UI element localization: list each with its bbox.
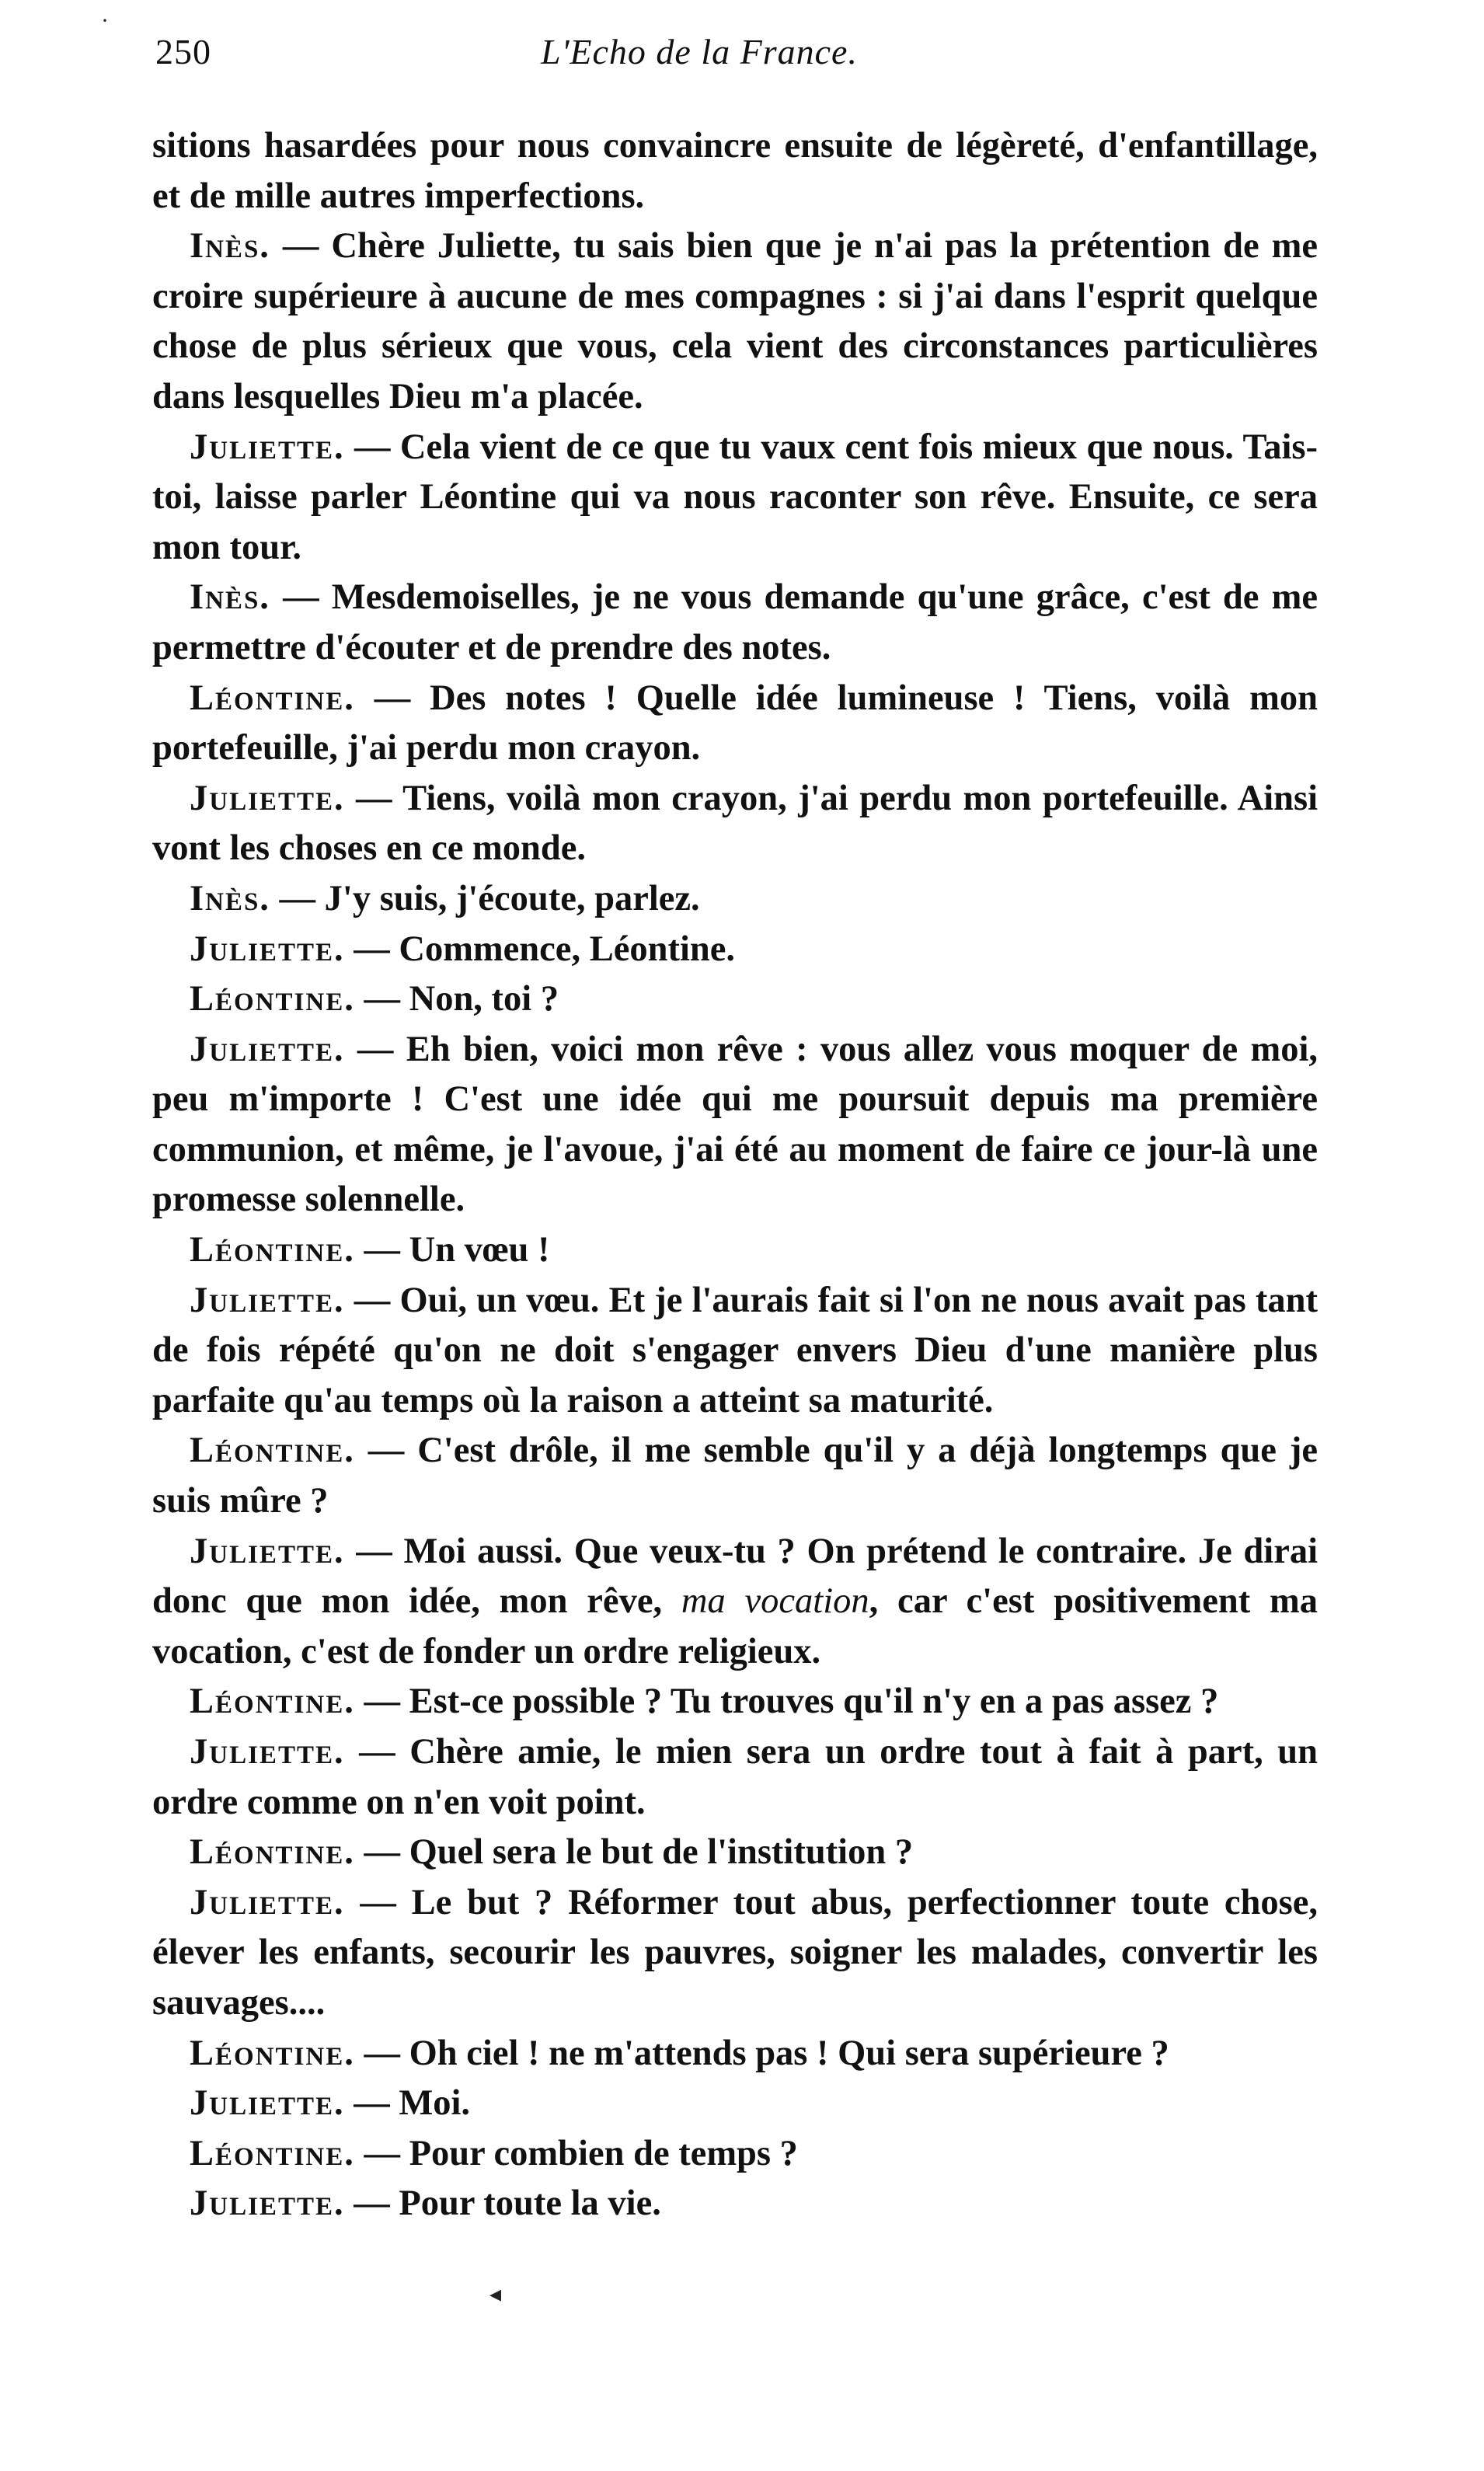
speaker-name: Léontine. bbox=[190, 1832, 355, 1873]
dialogue-text-continued: , car c'est positivement ma vocation, c'est de fonder un ordre religieux. bbox=[152, 1581, 1319, 1671]
dialogue-text: — Tiens, voilà mon crayon, j'ai perdu mon portefeuille. Ainsi vont les choses en ce monde. bbox=[152, 778, 1318, 869]
dialogue-text: — Eh bien, voici mon rêve : vous allez vous moquer de moi, peu m'importe ! C'est une idée qui me poursuit depuis ma première communion, et même, je l'avoue, j'ai été au moment de faire ce jour-là une promesse solennelle. bbox=[152, 1029, 1318, 1220]
speaker-name: Juliette. bbox=[190, 1531, 345, 1571]
dialogue-text: — Pour toute la vie. bbox=[344, 2183, 661, 2224]
stray-ink-mark: ◂ bbox=[489, 2281, 502, 2307]
speaker-name: Léontine. bbox=[190, 979, 355, 1019]
speaker-name: Léontine. bbox=[190, 1682, 355, 1722]
dialogue-text: — Des notes ! Quelle idée lumineuse ! Tiens, voilà mon portefeuille, j'ai perdu mon crayon. bbox=[152, 678, 1318, 768]
dialogue-text: — Oh ciel ! ne m'attends pas ! Qui sera supérieure ? bbox=[354, 2033, 1169, 2073]
dialogue-text: — Moi. bbox=[344, 2083, 471, 2124]
dialogue-line bbox=[152, 2029, 1318, 2079]
dialogue-text: — Est-ce possible ? Tu trouves qu'il n'y en a pas assez ? bbox=[354, 1682, 1219, 1722]
dialogue-line bbox=[152, 1527, 1318, 1678]
speaker-name: Léontine. bbox=[190, 2033, 355, 2073]
stray-ink-mark: · bbox=[101, 8, 109, 33]
paragraph bbox=[152, 121, 1318, 221]
speaker-name: Juliette. bbox=[190, 778, 345, 818]
dialogue-line bbox=[152, 1677, 1318, 1727]
speaker-name: Inès. bbox=[190, 878, 270, 918]
speaker-name: Inès. bbox=[190, 226, 270, 267]
speaker-name: Juliette. bbox=[190, 1280, 345, 1320]
dialogue-text: — Quel sera le but de l'institution ? bbox=[354, 1832, 914, 1873]
dialogue-line bbox=[152, 2129, 1318, 2180]
page-number: 250 bbox=[155, 32, 211, 71]
dialogue-text: — Un vœu ! bbox=[354, 1230, 550, 1270]
speaker-name: Inès. bbox=[190, 577, 270, 618]
dialogue-text: — Mesdemoiselles, je ne vous demande qu'une grâce, c'est de me permettre d'écouter et de prendre des notes. bbox=[152, 577, 1318, 667]
dialogue-line bbox=[152, 1225, 1318, 1276]
speaker-name: Juliette. bbox=[190, 2083, 345, 2124]
page-header bbox=[152, 31, 1318, 85]
dialogue-line bbox=[152, 1878, 1318, 2029]
dialogue-line bbox=[152, 774, 1318, 874]
speaker-name: Léontine. bbox=[190, 1431, 355, 1471]
speaker-name: Juliette. bbox=[190, 1882, 345, 1922]
dialogue-line bbox=[152, 221, 1318, 422]
speaker-name: Léontine. bbox=[190, 2133, 355, 2173]
speaker-name: Léontine. bbox=[190, 678, 355, 718]
speaker-name: Juliette. bbox=[190, 1029, 345, 1069]
dialogue-line bbox=[152, 925, 1318, 975]
dialogue-text: — Chère amie, le mien sera un ordre tout à fait à part, un ordre comme on n'en voit point. bbox=[152, 1732, 1318, 1822]
dialogue-text: — J'y suis, j'écoute, parlez. bbox=[270, 878, 700, 918]
dialogue-text: — Le but ? Réformer tout abus, perfectionner toute chose, élever les enfants, secourir les pauvres, soigner les malades, convertir les sauvages.... bbox=[152, 1882, 1318, 2023]
dialogue-line bbox=[152, 1828, 1318, 1878]
dialogue-line bbox=[152, 2179, 1318, 2229]
speaker-name: Juliette. bbox=[190, 2183, 345, 2224]
speaker-name: Juliette. bbox=[190, 929, 345, 969]
dialogue-text: — Pour combien de temps ? bbox=[354, 2133, 798, 2173]
dialogue-line bbox=[152, 874, 1318, 925]
dialogue-text: — C'est drôle, il me semble qu'il y a déjà longtemps que je suis mûre ? bbox=[152, 1431, 1318, 1521]
italic-phrase: ma vocation bbox=[681, 1581, 869, 1622]
speaker-name: Juliette. bbox=[190, 1732, 345, 1772]
dialogue-line bbox=[152, 1276, 1318, 1427]
dialogue-text: — Chère Juliette, tu sais bien que je n'ai pas la prétention de me croire supérieure à aucune de mes compagnes : si j'ai dans l'esprit quelque chose de plus sérieux que vous, cela vient des circonstances particulières dans lesquelles Dieu m'a placée. bbox=[152, 226, 1318, 416]
dialogue-text: — Cela vient de ce que tu vaux cent fois mieux que nous. Tais-toi, laisse parler Léontine qui va nous raconter son rêve. Ensuite, ce sera mon tour. bbox=[152, 427, 1318, 567]
speaker-name: Léontine. bbox=[190, 1230, 355, 1270]
dialogue-text: — Commence, Léontine. bbox=[344, 929, 735, 969]
dialogue-text: — Oui, un vœu. Et je l'aurais fait si l'on ne nous avait pas tant de fois répété qu'on ne doit s'engager envers Dieu d'une manière plus parfaite qu'au temps où la raison a atteint sa maturité. bbox=[152, 1280, 1318, 1420]
dialogue-line bbox=[152, 1426, 1318, 1526]
dialogue-line bbox=[152, 974, 1318, 1025]
paragraph-text: sitions hasardées pour nous convaincre ensuite de légèreté, d'enfantillage, et de mille autres imperfections. bbox=[152, 126, 1318, 216]
body-text bbox=[152, 121, 1318, 2229]
dialogue-line bbox=[152, 2079, 1318, 2129]
speaker-name: Juliette. bbox=[190, 427, 345, 467]
dialogue-line bbox=[152, 423, 1318, 573]
dialogue-line bbox=[152, 1727, 1318, 1828]
book-page bbox=[152, 31, 1318, 2229]
running-title: L'Echo de la France. bbox=[541, 32, 858, 71]
dialogue-text: — Moi aussi. Que veux-tu ? On prétend le contraire. Je dirai donc que mon idée, mon rêve, bbox=[152, 1531, 1318, 1622]
dialogue-line bbox=[152, 573, 1318, 673]
dialogue-line bbox=[152, 674, 1318, 774]
dialogue-line bbox=[152, 1025, 1318, 1225]
dialogue-text: — Non, toi ? bbox=[354, 979, 559, 1019]
